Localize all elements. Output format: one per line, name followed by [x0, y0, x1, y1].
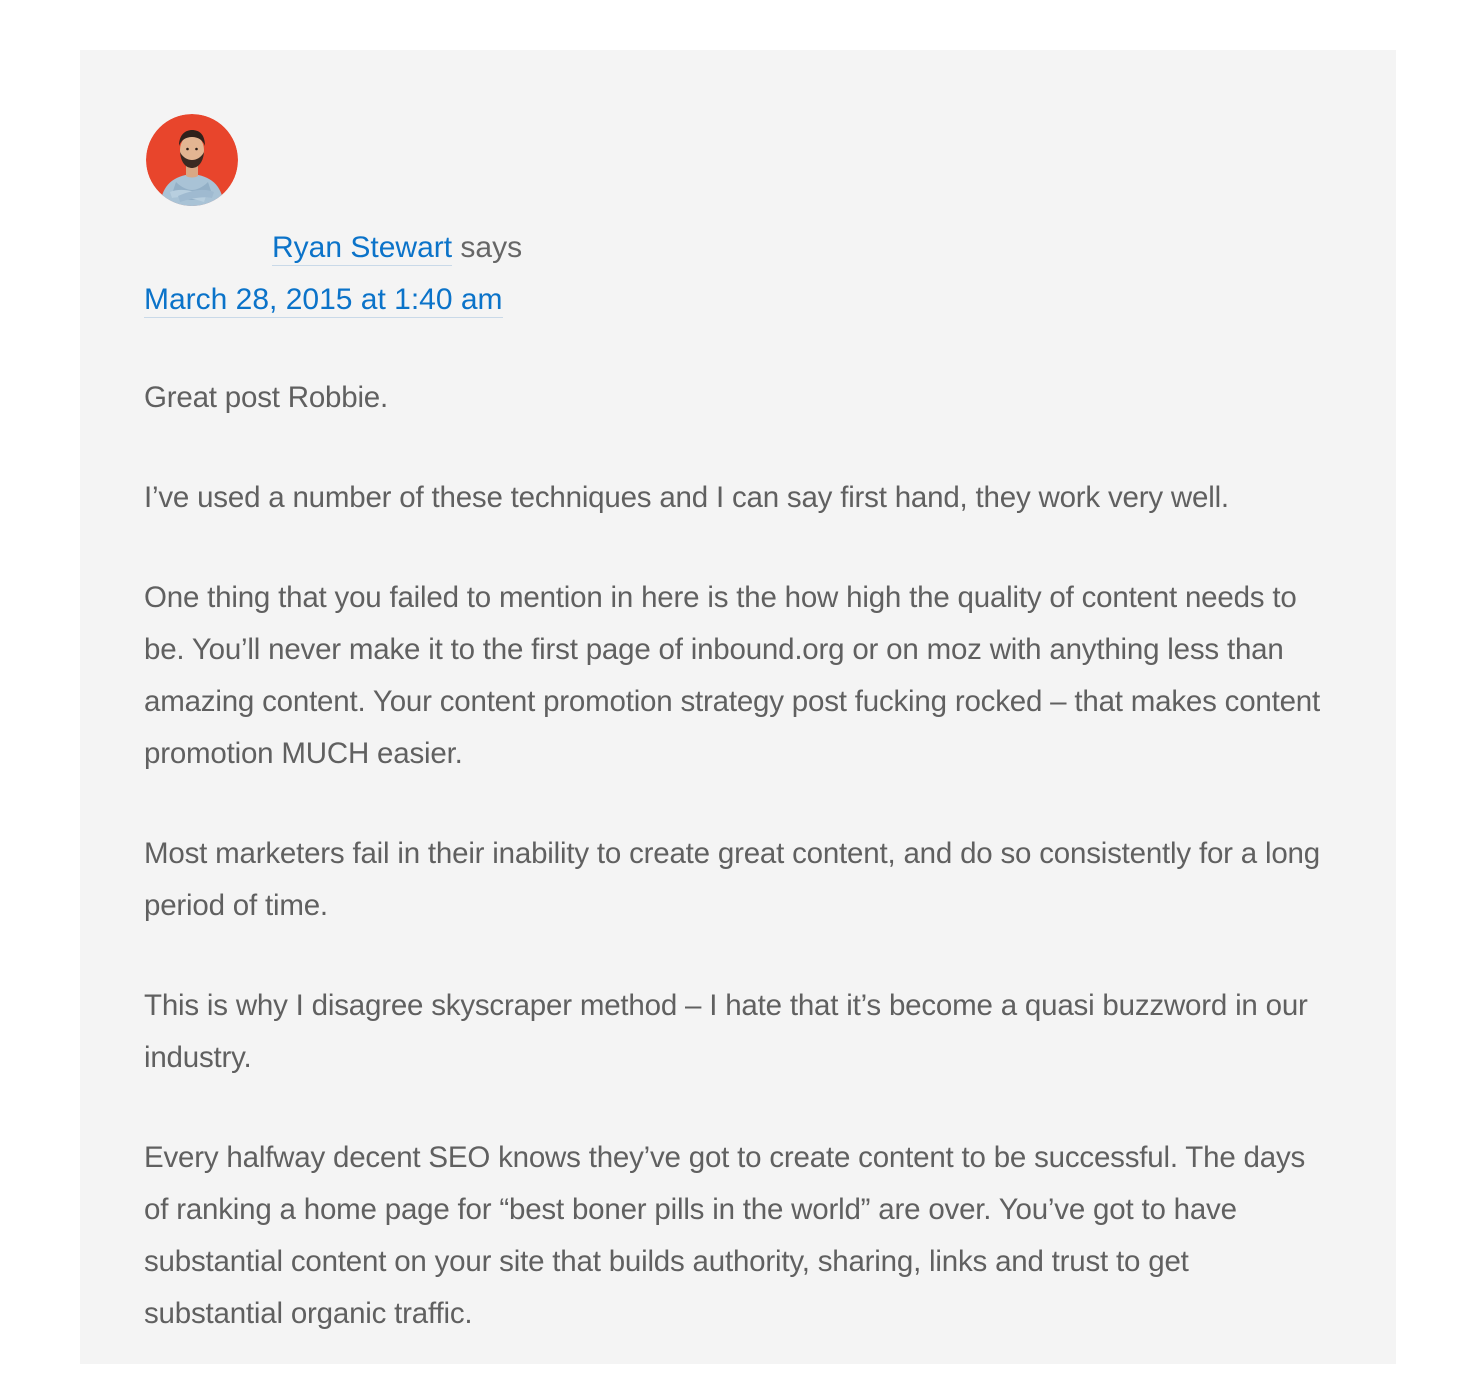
comment-paragraph: I’ve used a number of these techniques and I can say first hand, they work very well. — [144, 481, 1229, 514]
comment-date-link[interactable]: March 28, 2015 at 1:40 am — [144, 283, 503, 316]
says-label: says — [460, 231, 523, 264]
avatar-photo-icon — [146, 114, 238, 206]
comment-paragraph: This is why I disagree skyscraper method – I hate that it’s become a quasi buzzword in our industry. — [144, 989, 1308, 1074]
comment-card — [80, 50, 1396, 1364]
comment-author-line — [272, 226, 522, 270]
comment-paragraph: Great post Robbie. — [144, 381, 389, 414]
comment-paragraph: Every halfway decent SEO knows they’ve got to create content to be successful. The days of ranking a home page for “best boner pills in the world” are over. You’ve got to have substantial content on your site that builds authority, sharing, links and trust to get substantial organic traffic. — [144, 1141, 1306, 1330]
comment-paragraph: Most marketers fail in their inability to create great content, and do so consistently for a long period of time. — [144, 837, 1320, 922]
author-name-link[interactable]: Ryan Stewart — [272, 231, 453, 264]
author-avatar[interactable] — [146, 114, 238, 206]
comment-body — [144, 372, 1334, 1388]
comment-paragraph: One thing that you failed to mention in here is the how high the quality of content needs to be. You’ll never make it to the first page of inbound.org or on moz with anything less than amazing content. Your content promotion strategy post fucking rocked – that makes content promotion MUCH easier. — [144, 581, 1321, 770]
comment-date-line — [144, 278, 503, 322]
